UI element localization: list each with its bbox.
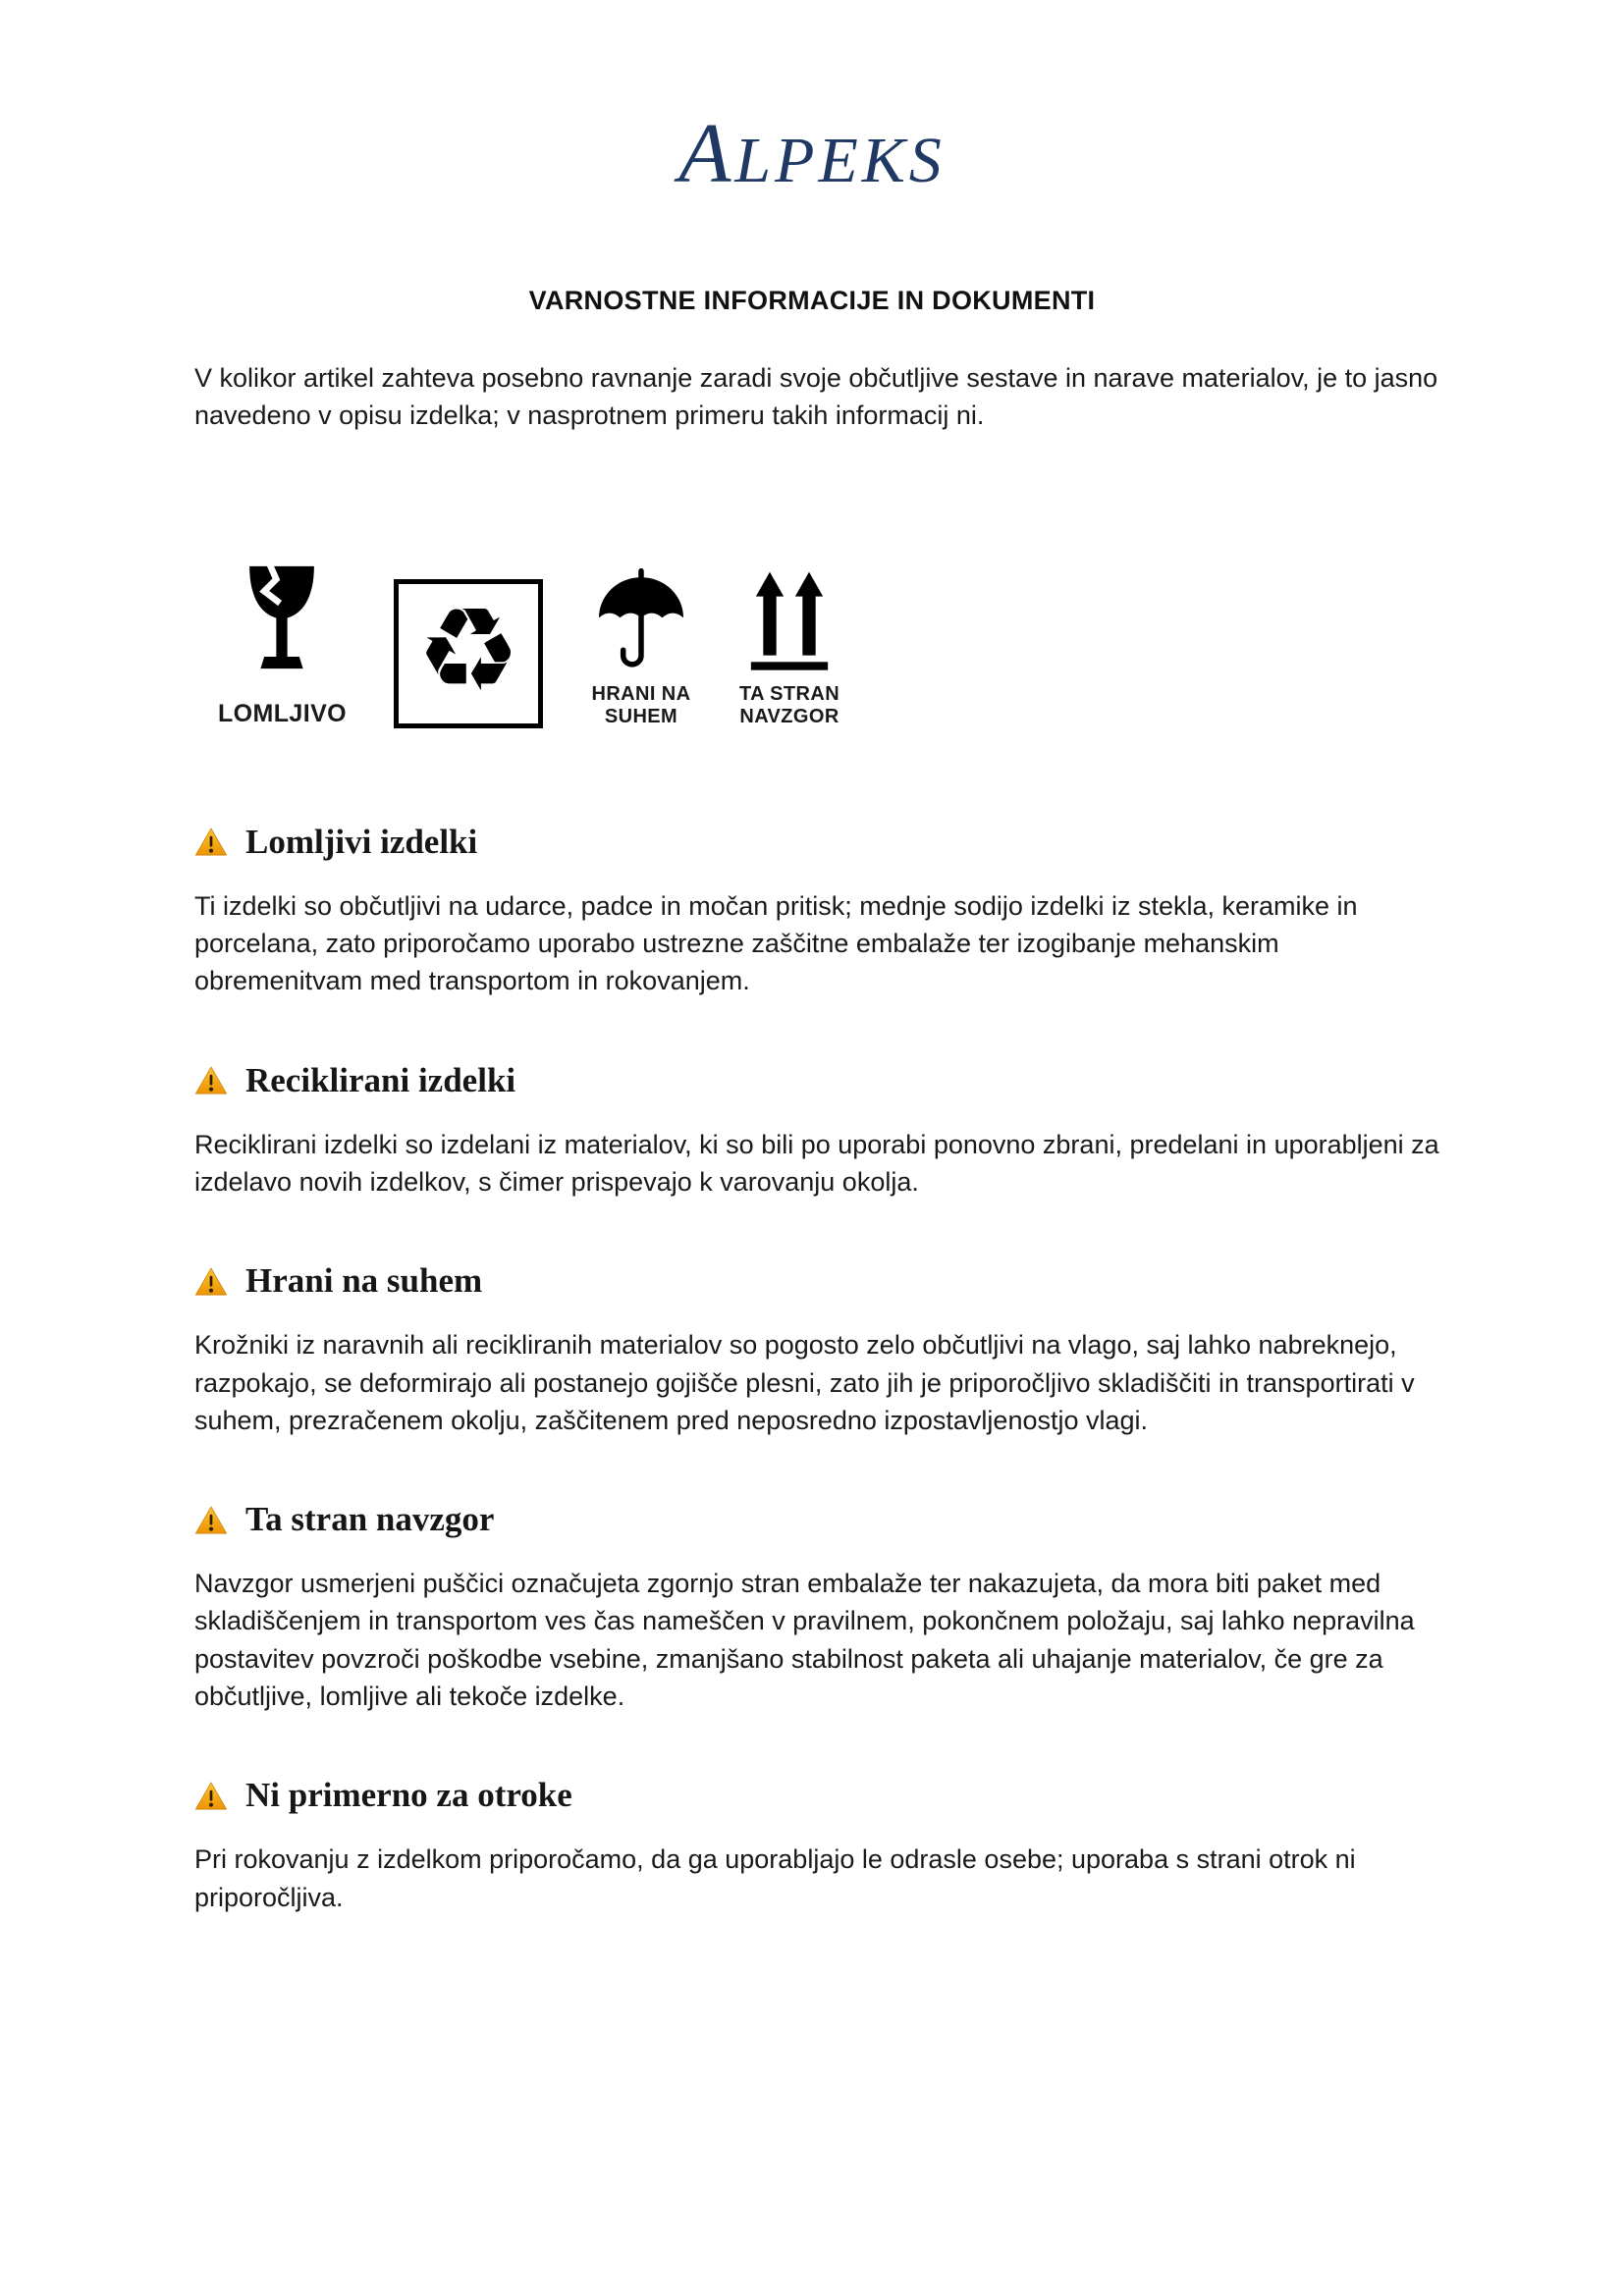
keep-dry-label-line2: SUHEM: [604, 705, 678, 727]
section-heading: [194, 823, 1439, 862]
section-ni-primerno-za-otroke: [194, 1776, 1439, 1916]
warning-icon: [194, 1266, 228, 1297]
section-heading: [194, 1776, 1439, 1815]
section-heading: [194, 1500, 1439, 1539]
info-sections: [194, 823, 1439, 1917]
section-body: Ti izdelki so občutljivi na udarce, padce in močan pritisk; mednje sodijo izdelki iz stekla, keramike in porcelana, zato priporočamo uporabo ustrezne zaščitne embalaže ter izogibanje mehanskim obremenitvam med transportom in rokovanjem.: [194, 890, 1358, 996]
logo: ALPEKS: [678, 105, 946, 200]
section-lomljivi-izdelki: [194, 823, 1439, 1000]
recycle-glyph: ♻: [416, 581, 520, 718]
packaging-symbols-row: [218, 564, 1624, 728]
keep-dry-umbrella-icon: [590, 567, 692, 673]
recycle-icon: [394, 579, 543, 728]
section-hrani-na-suhem: [194, 1261, 1439, 1439]
section-title: Ni primerno za otroke: [245, 1776, 572, 1815]
fragile-label: LOMLJIVO: [218, 699, 347, 727]
this-side-up-label: [739, 683, 839, 728]
fragile-glass-icon: [238, 564, 326, 686]
keep-dry-label-line1: HRANI NA: [591, 682, 691, 705]
recycle-symbol: [394, 579, 543, 728]
section-title: Hrani na suhem: [245, 1261, 483, 1301]
page-title: VARNOSTNE INFORMACIJE IN DOKUMENTI: [528, 286, 1096, 316]
this-side-up-symbol: [739, 570, 839, 728]
section-body: Krožniki iz naravnih ali recikliranih materialov so pogosto zelo občutljivi na vlago, saj lahko nabreknejo, razpokajo, se deformirajo ali postanejo gojišče plesni, zato jih je priporočljivo skladiščiti in transportirati v suhem, prezračenem okolju, zaščitenem pred neposredno izpostavljenostjo vlagi.: [194, 1330, 1415, 1435]
section-title: Lomljivi izdelki: [245, 822, 478, 861]
section-reciklirani-izdelki: [194, 1061, 1439, 1201]
fragile-symbol: [218, 564, 347, 728]
keep-dry-symbol: [590, 567, 692, 728]
section-heading: [194, 1061, 1439, 1100]
warning-icon: [194, 1781, 228, 1811]
intro-paragraph: V kolikor artikel zahteva posebno ravnanje zaradi svoje občutljive sestave in narave materialov, je to jasno navedeno v opisu izdelka; v nasprotnem primeru takih informacij ni.: [194, 363, 1438, 431]
warning-icon: [194, 1065, 228, 1095]
warning-icon: [194, 1505, 228, 1535]
section-body: Navzgor usmerjeni puščici označujeta zgornjo stran embalaže ter nakazujeta, da mora biti paket med skladiščenjem in transportom ves čas nameščen v pravilnem, pokončnem položaju, saj lahko nepravilna postavitev povzroči poškodbe vsebine, zmanjšano stabilnost paketa ali uhajanje materialov, če gre za občutljive, lomljive ali tekoče izdelke.: [194, 1569, 1415, 1712]
section-body: Reciklirani izdelki so izdelani iz materialov, ki so bili po uporabi ponovno zbrani, predelani in uporabljeni za izdelavo novih izdelkov, s čimer prispevajo k varovanju okolja.: [194, 1129, 1439, 1197]
section-title: Ta stran navzgor: [245, 1500, 495, 1539]
section-body: Pri rokovanju z izdelkom priporočamo, da ga uporabljajo le odrasle osebe; uporaba s strani otrok ni priporočljiva.: [194, 1844, 1356, 1912]
keep-dry-label: [591, 683, 690, 728]
section-title: Reciklirani izdelki: [245, 1060, 516, 1099]
warning-icon: [194, 827, 228, 857]
section-heading: [194, 1261, 1439, 1301]
this-side-up-label-line2: NAVZGOR: [739, 705, 839, 727]
this-side-up-label-line1: TA STRAN: [738, 682, 840, 705]
this-side-up-icon: [744, 570, 835, 673]
section-ta-stran-navzgor: [194, 1500, 1439, 1715]
